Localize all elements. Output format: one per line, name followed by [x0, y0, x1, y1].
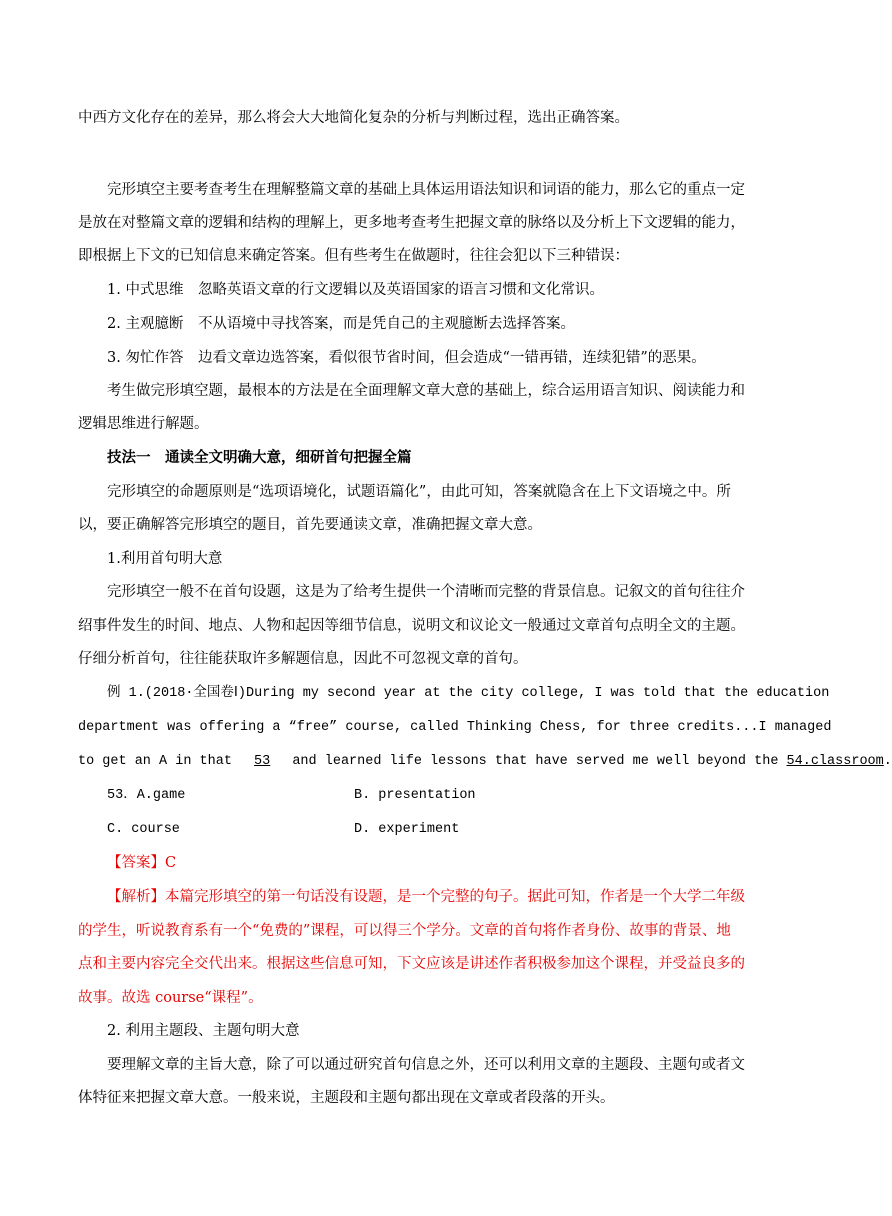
subheading: 1.利用首句明大意	[107, 551, 223, 567]
technique-heading: 技法一 通读全文明确大意，细研首句把握全篇	[107, 449, 412, 466]
error-item: 3. 匆忙作答 边看文章边选答案，看似很节省时间，但会造成“一错再错，连续犯错”的恶果。	[107, 350, 706, 366]
paragraph-line: 绍事件发生的时间、地点、人物和起因等细节信息，说明文和议论文一般通过文章首句点明全文的主题。	[78, 618, 745, 634]
option-d: D. experiment	[354, 822, 460, 837]
example-text: .	[883, 754, 892, 769]
answer-text: 【答案】C	[107, 855, 177, 871]
paragraph-line: 即根据上下文的已知信息来确定答案。但有些考生在做题时，往往会犯以下三种错误：	[78, 248, 629, 264]
paragraph-line: 逻辑思维进行解题。	[78, 416, 209, 432]
example-text: to get an A in that	[78, 754, 241, 769]
option-b: B. presentation	[354, 788, 476, 803]
paragraph-line: 体特征来把握文章大意。一般来说，主题段和主题句都出现在文章或者段落的开头。	[78, 1090, 615, 1106]
example-line: 例 1.(2018·全国卷Ⅰ)During my second year at the city college, I was told that the education	[107, 686, 830, 701]
analysis-line: 的学生，听说教育系有一个“免费的”课程，可以得三个学分。文章的首句将作者身份、故事的背景、地	[78, 923, 731, 939]
blank-53: 53	[254, 754, 271, 769]
analysis-line: 点和主要内容完全交代出来。根据这些信息可知，下文应该是讲述作者积极参加这个课程，并受益良多的	[78, 956, 745, 972]
option-a: 53．A.game	[107, 788, 186, 803]
intro-tail-text: 中西方文化存在的差异，那么将会大大地简化复杂的分析与判断过程，选出正确答案。	[78, 110, 629, 126]
paragraph-line: 仔细分析首句，往往能获取许多解题信息，因此不可忽视文章的首句。	[78, 651, 528, 667]
paragraph-line: 是放在对整篇文章的逻辑和结构的理解上，更多地考查考生把握文章的脉络以及分析上下文逻辑的能力，	[78, 215, 745, 231]
paragraph-line: 以，要正确解答完形填空的题目，首先要通读文章，准确把握文章大意。	[78, 517, 542, 533]
paragraph-line: 完形填空主要考查考生在理解整篇文章的基础上具体运用语法知识和词语的能力，那么它的重点一定	[107, 182, 745, 198]
option-c: C. course	[107, 822, 180, 837]
example-line	[78, 752, 892, 772]
blank-54: 54.classroom	[786, 754, 884, 769]
example-line: department was offering a “free” course, called Thinking Chess, for three credits...I managed	[78, 720, 832, 735]
paragraph-line: 要理解文章的主旨大意，除了可以通过研究首句信息之外，还可以利用文章的主题段、主题句或者文	[107, 1057, 745, 1073]
subheading: 2. 利用主题段、主题句明大意	[107, 1023, 300, 1039]
error-item: 2. 主观臆断 不从语境中寻找答案，而是凭自己的主观臆断去选择答案。	[107, 316, 575, 332]
error-item: 1. 中式思维 忽略英语文章的行文逻辑以及英语国家的语言习惯和文化常识。	[107, 282, 604, 298]
analysis-line: 故事。故选 course“课程”。	[78, 990, 263, 1006]
paragraph-line: 完形填空一般不在首句设题，这是为了给考生提供一个清晰而完整的背景信息。记叙文的首句往往介	[107, 584, 745, 600]
example-text: and learned life lessons that have served me well beyond the	[284, 754, 787, 769]
analysis-line: 【解析】本篇完形填空的第一句话没有设题，是一个完整的句子。据此可知，作者是一个大学二年级	[107, 889, 745, 905]
paragraph-line: 完形填空的命题原则是“选项语境化，试题语篇化”，由此可知，答案就隐含在上下文语境之中。所	[107, 484, 731, 500]
paragraph-line: 考生做完形填空题，最根本的方法是在全面理解文章大意的基础上，综合运用语言知识、阅读能力和	[107, 383, 745, 399]
